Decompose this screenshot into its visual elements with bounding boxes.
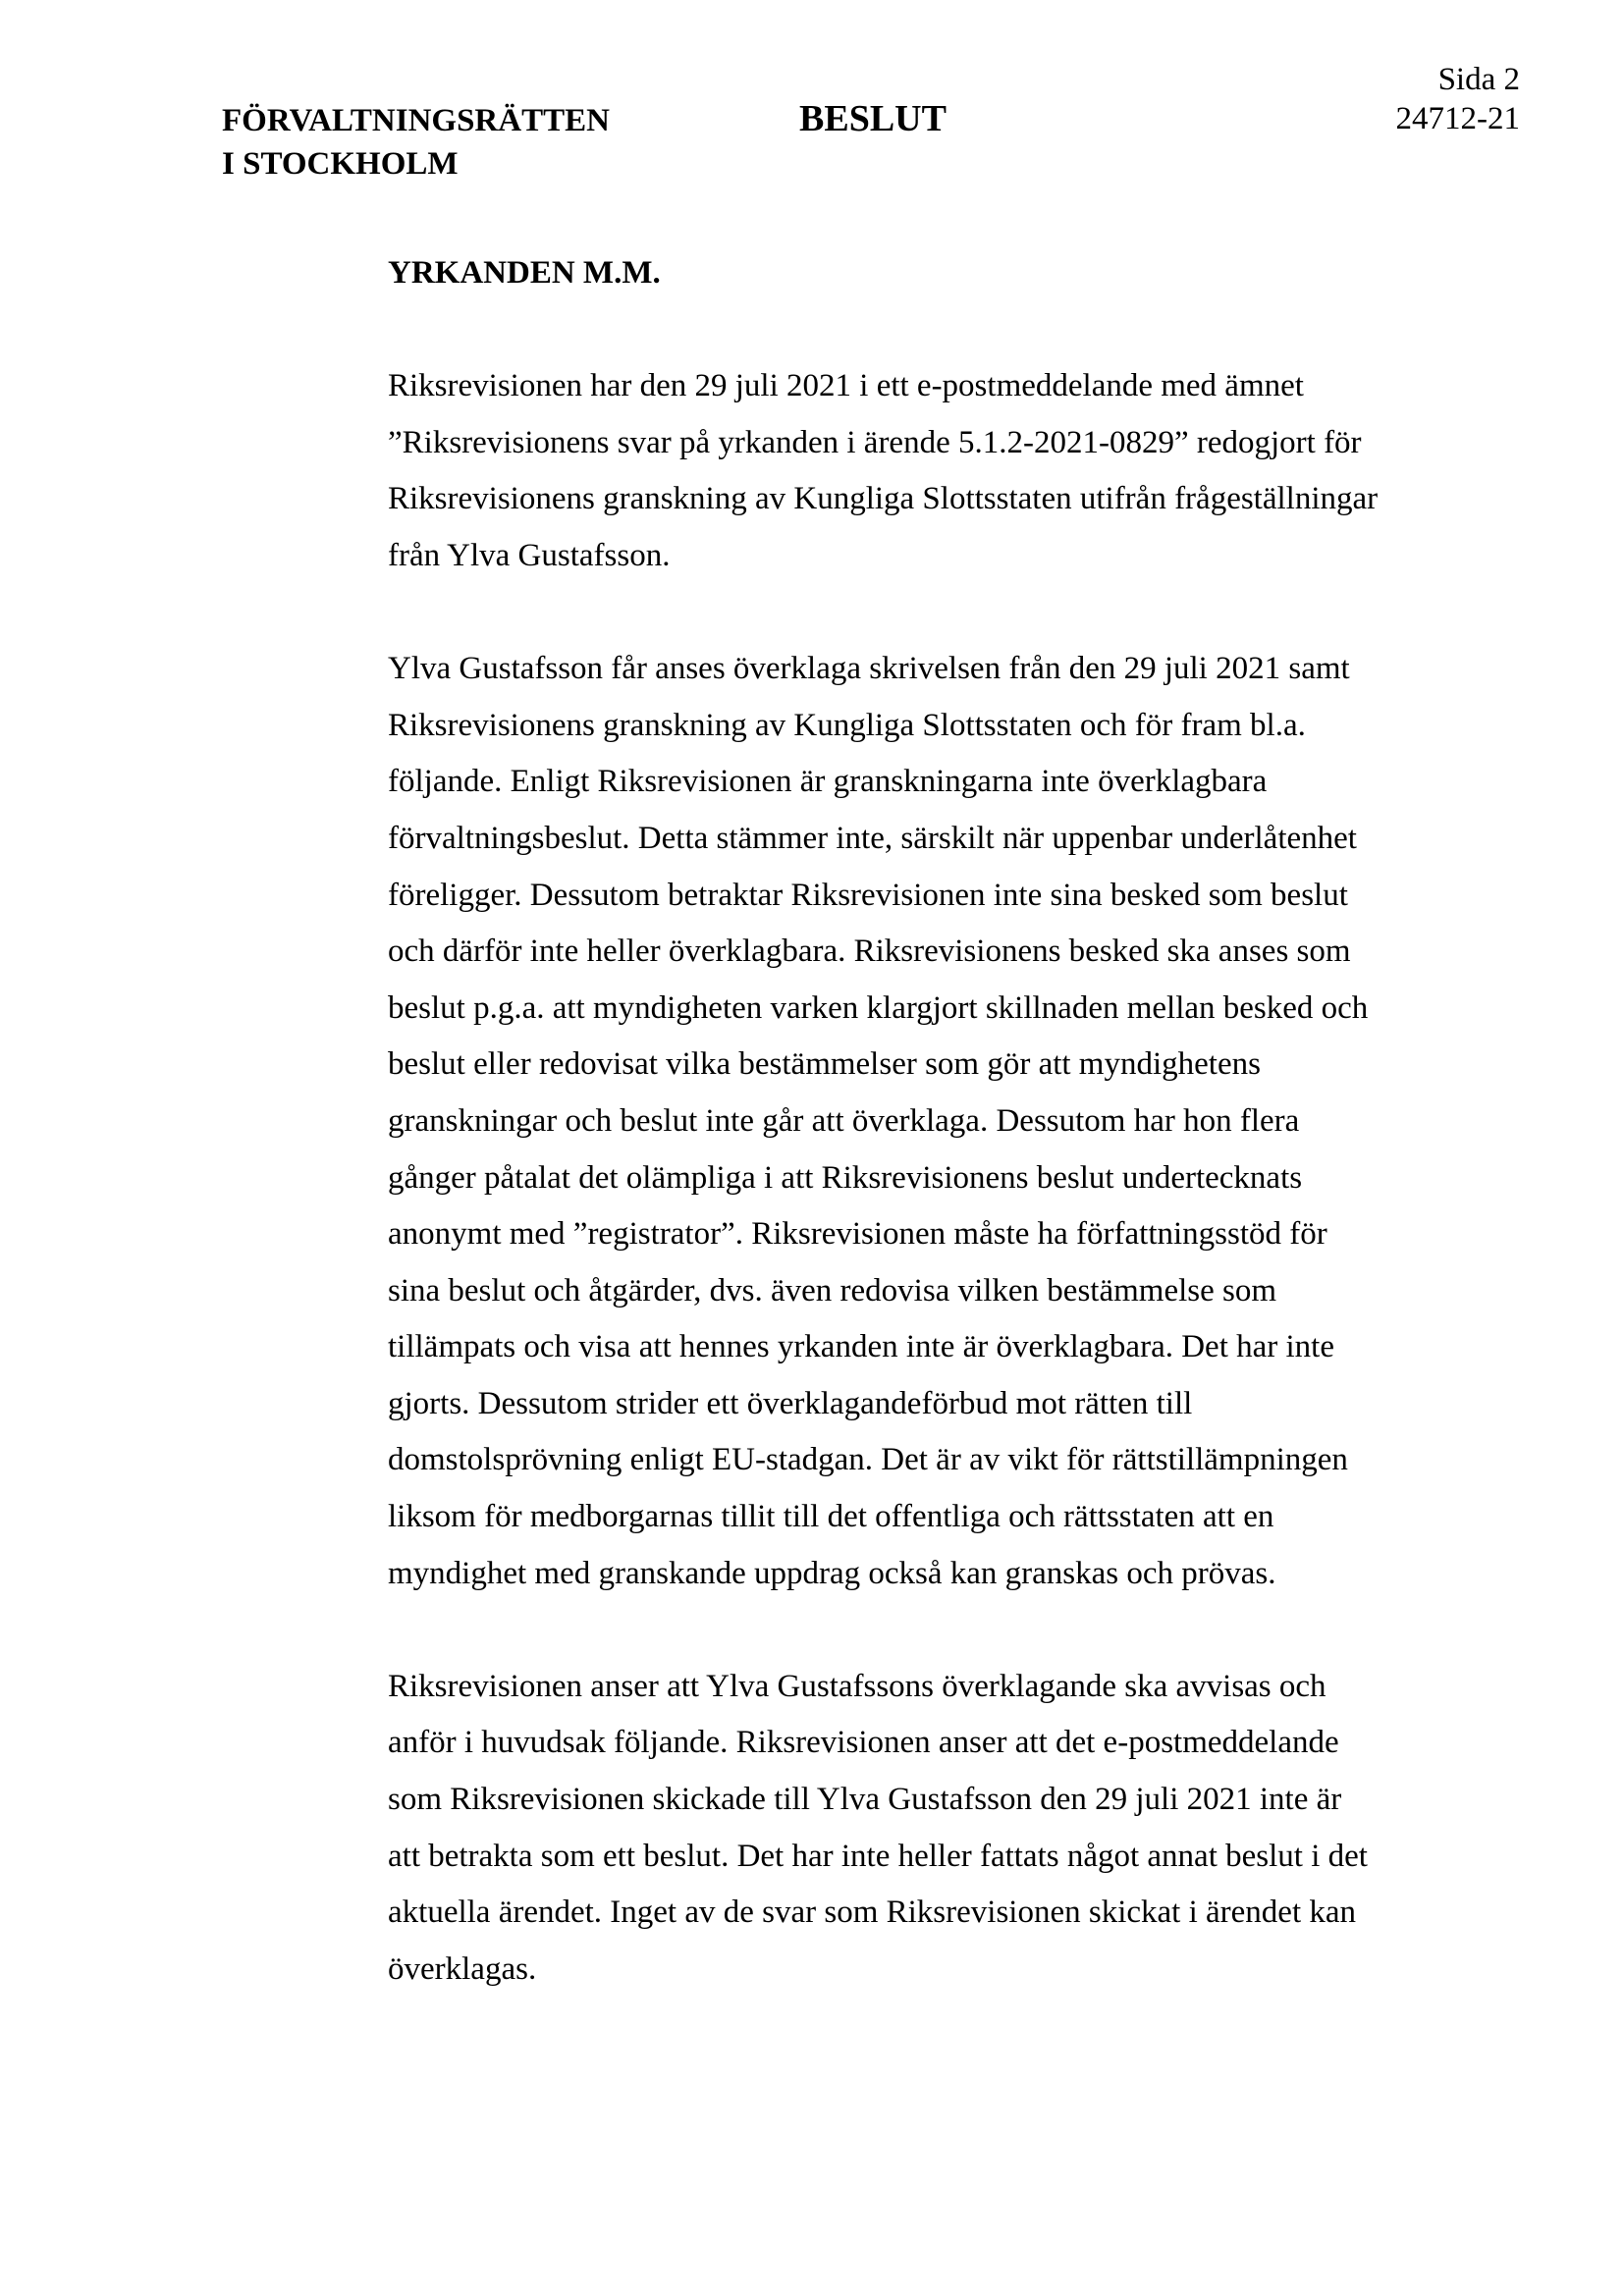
text-line: Riksrevisionen har den 29 juli 2021 i ett e-postmeddelande med ämnet: [388, 368, 1304, 404]
text-line: Riksrevisionens granskning av Kungliga Slottsstaten och för fram bl.a.: [388, 707, 1306, 743]
text-line: Ylva Gustafsson får anses överklaga skrivelsen från den 29 juli 2021 samt: [388, 651, 1350, 687]
text-line: sina beslut och åtgärder, dvs. även redovisa vilken bestämmelse som: [388, 1272, 1277, 1308]
page-info: [1396, 60, 1521, 138]
text-line: överklagas.: [388, 1950, 537, 1987]
text-line: anför i huvudsak följande. Riksrevisionen anser att det e-postmeddelande: [388, 1725, 1339, 1761]
text-line: att betrakta som ett beslut. Det har inte heller fattats något annat beslut i det: [388, 1838, 1368, 1874]
court-name-line1: FÖRVALTNINGSRÄTTEN: [222, 103, 610, 138]
text-line: föreligger. Dessutom betraktar Riksrevisionen inte sina besked som beslut: [388, 877, 1348, 913]
court-name-line2: I STOCKHOLM: [222, 146, 459, 182]
text-line: som Riksrevisionen skickade till Ylva Gustafsson den 29 juli 2021 inte är: [388, 1782, 1342, 1818]
document-body: [388, 245, 1478, 1998]
text-line: följande. Enligt Riksrevisionen är granskningarna inte överklagbara: [388, 764, 1268, 800]
text-line: gjorts. Dessutom strider ett överklagandeförbud mot rätten till: [388, 1385, 1193, 1421]
text-line: och därför inte heller överklagbara. Riksrevisionens besked ska anses som: [388, 934, 1351, 970]
section-heading: YRKANDEN M.M.: [388, 255, 661, 291]
text-line: beslut eller redovisat vilka bestämmelser som gör att myndighetens: [388, 1046, 1261, 1083]
paragraph-2: [388, 641, 1478, 1602]
text-line: tillämpats och visa att hennes yrkanden inte är överklagbara. Det har inte: [388, 1329, 1334, 1365]
text-line: aktuella ärendet. Inget av de svar som Riksrevisionen skickat i ärendet kan: [388, 1895, 1357, 1931]
document-type-label: BESLUT: [799, 98, 947, 139]
paragraph-3: [388, 1659, 1478, 1999]
text-line: förvaltningsbeslut. Detta stämmer inte, särskilt när uppenbar underlåtenhet: [388, 820, 1357, 856]
text-line: anonymt med ”registrator”. Riksrevisionen måste ha författningsstöd för: [388, 1216, 1327, 1253]
text-line: granskningar och beslut inte går att överklaga. Dessutom har hon flera: [388, 1102, 1300, 1139]
text-line: gånger påtalat det olämpliga i att Riksrevisionens beslut undertecknats: [388, 1159, 1303, 1196]
text-line: från Ylva Gustafsson.: [388, 537, 671, 573]
case-number: 24712-21: [1395, 101, 1520, 136]
text-line: domstolsprövning enligt EU-stadgan. Det är av vikt för rättstillämpningen: [388, 1442, 1348, 1478]
text-line: liksom för medborgarnas tillit till det offentliga och rättsstaten att en: [388, 1499, 1274, 1535]
page-number: Sida 2: [1437, 62, 1520, 97]
text-line: beslut p.g.a. att myndigheten varken klargjort skillnaden mellan besked och: [388, 989, 1369, 1026]
text-line: ”Riksrevisionens svar på yrkanden i ärende 5.1.2-2021-0829” redogjort för: [388, 424, 1362, 460]
text-line: Riksrevisionens granskning av Kungliga Slottsstaten utifrån frågeställningar: [388, 481, 1379, 517]
text-line: Riksrevisionen anser att Ylva Gustafssons överklagande ska avvisas och: [388, 1668, 1326, 1704]
court-name: [222, 99, 610, 186]
text-line: myndighet med granskande uppdrag också kan granskas och prövas.: [388, 1555, 1276, 1591]
paragraph-1: [388, 358, 1478, 584]
